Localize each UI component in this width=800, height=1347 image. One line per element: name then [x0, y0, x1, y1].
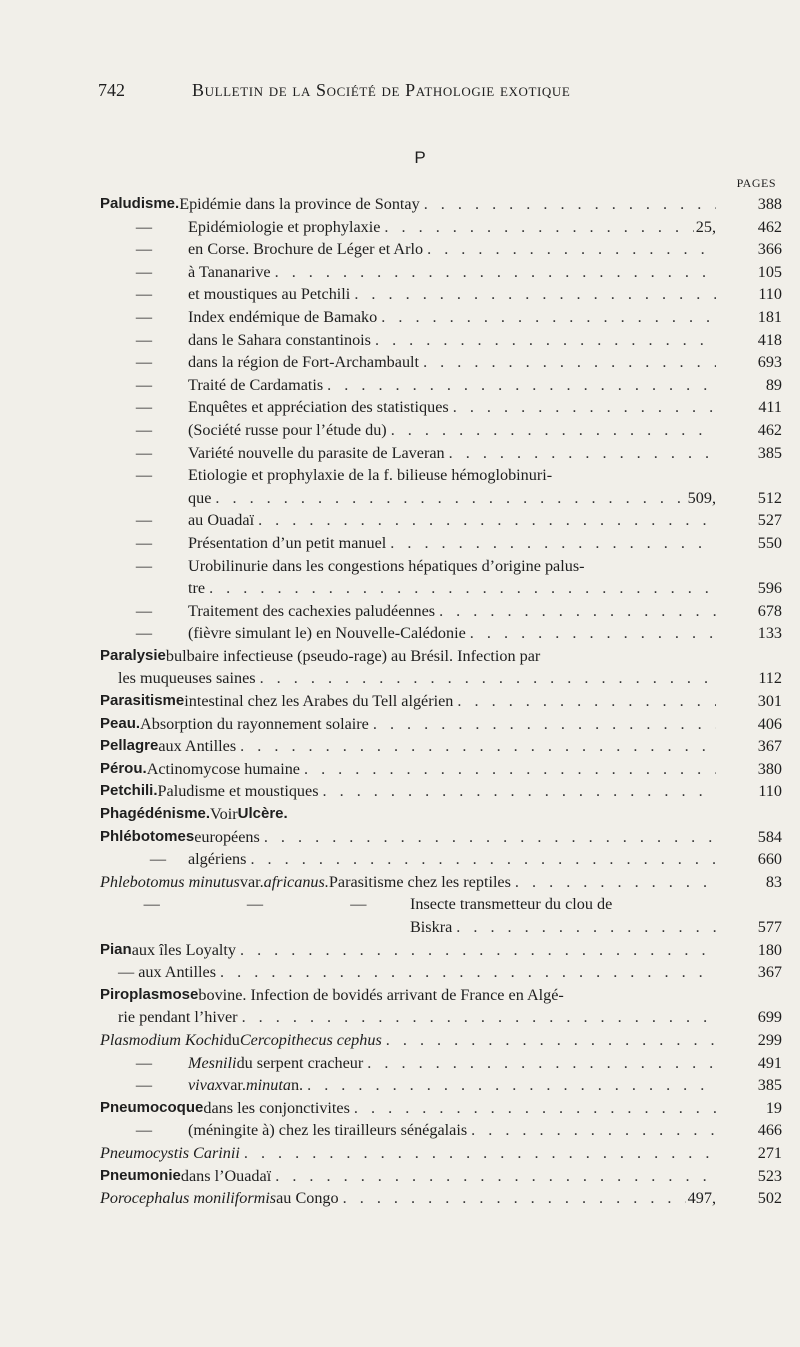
dot-leader [211, 487, 685, 510]
dot-leader [423, 238, 716, 261]
page-ref: 112 [758, 669, 782, 688]
dot-leader [350, 283, 716, 306]
page-ref: 299 [757, 1030, 782, 1049]
index-entry [100, 803, 782, 826]
dot-leader [466, 622, 716, 645]
entry-heading: Paralysie [100, 646, 166, 664]
index-entries [100, 193, 782, 1210]
continuation-text: rie pendant l’hiver [118, 1008, 238, 1027]
dot-leader [256, 667, 716, 690]
index-entry [100, 735, 782, 758]
entry-text: Voir [210, 805, 238, 824]
page-ref: 466 [757, 1121, 782, 1140]
page-ref: 83 [765, 872, 782, 891]
dot-leader [236, 735, 716, 758]
extra-page-ref: 509, [687, 488, 716, 507]
dot-leader [260, 826, 716, 849]
em-dash: — [135, 353, 153, 372]
page-ref: 89 [765, 375, 782, 394]
page-ref: 699 [757, 1008, 782, 1027]
index-entry [100, 238, 782, 261]
entry-text: à Tananarive [188, 262, 271, 281]
entry-text: Présentation d’un petit manuel [188, 533, 387, 552]
index-entry [100, 645, 782, 668]
dot-leader [363, 1052, 716, 1075]
entry-text: Epidémiologie et prophylaxie [188, 217, 381, 236]
index-entry [100, 1119, 782, 1142]
species-name: Phlebotomus minutus [100, 872, 240, 891]
index-entry [100, 848, 782, 871]
species-name: Plasmodium Kochi [100, 1030, 224, 1049]
index-entry [100, 600, 782, 623]
variety-name: africanus. [263, 872, 329, 891]
index-entry [100, 261, 782, 284]
index-entry [100, 396, 782, 419]
entry-heading: Pneumocoque [100, 1098, 204, 1116]
entry-continuation [100, 487, 782, 510]
dot-leader [246, 848, 716, 871]
continuation-text: les muqueuses saines [118, 669, 256, 688]
page-number: 742 [98, 80, 125, 100]
host-name: Cercopithecus cephus [239, 1030, 382, 1049]
em-dash: — [135, 375, 153, 394]
entry-text: dans le Sahara constantinois [188, 330, 371, 349]
dot-leader [300, 758, 716, 781]
entry-text: Urobilinurie dans les congestions hépatiques d’origine palus- [188, 556, 585, 575]
page-ref: 385 [757, 1076, 782, 1095]
page-ref: 385 [757, 443, 782, 462]
page-ref: 584 [757, 827, 782, 846]
index-entry [100, 374, 782, 397]
entry-text: bulbaire infectieuse (pseudo-rage) au Brésil. Infection par [165, 646, 541, 665]
dot-leader [323, 374, 716, 397]
index-entry [100, 1052, 782, 1075]
entry-heading-italic: Porocephalus moniliformis [100, 1189, 277, 1208]
dot-leader [467, 1119, 716, 1142]
entry-text: Etiologie et prophylaxie de la f. bilieuse hémoglobinuri- [188, 466, 553, 485]
dot-leader [449, 396, 716, 419]
index-entry [100, 329, 782, 352]
dot-leader [369, 713, 716, 736]
em-dash: — [135, 262, 153, 281]
entry-text: n. [290, 1076, 304, 1095]
entry-heading: Paludisme. [100, 195, 180, 212]
continuation-text: que [188, 488, 212, 507]
entry-text: Index endémique de Bamako [188, 307, 378, 326]
page-ref: 19 [765, 1098, 782, 1117]
page-ref: 418 [757, 330, 782, 349]
dot-leader [216, 961, 716, 984]
running-title: Bulletin de la Société de Pathologie exotique [192, 80, 571, 100]
dot-leader [303, 1074, 716, 1097]
index-entry [100, 1074, 782, 1097]
page-ref: 271 [757, 1143, 782, 1162]
entry-text: Epidémie dans la province de Sontay [179, 195, 420, 213]
entry-text: Absorption du rayonnement solaire [140, 714, 369, 733]
index-entry [100, 306, 782, 329]
dot-leader [350, 1097, 716, 1120]
em-dash: — [135, 330, 153, 349]
index-entry [100, 1165, 782, 1188]
index-entry [100, 713, 782, 736]
em-dash: — [135, 556, 153, 575]
index-entry [100, 939, 782, 962]
index-entry [100, 283, 782, 306]
entry-heading: Peau. [100, 714, 141, 732]
dot-leader [238, 1006, 716, 1029]
em-dash: — [246, 895, 264, 914]
index-entry [100, 464, 782, 487]
page-ref: 388 [757, 195, 782, 213]
index-entry [100, 193, 782, 216]
index-entry [100, 893, 782, 916]
page-ref: 105 [757, 262, 782, 281]
entry-continuation [100, 577, 782, 600]
entry-heading-italic: Pneumocystis Carinii [100, 1143, 240, 1162]
entry-text: var. [222, 1076, 246, 1095]
entry-heading: Phagédénisme. [100, 805, 211, 823]
page-ref: 380 [757, 759, 782, 778]
index-entry [100, 351, 782, 374]
em-dash: — [135, 533, 153, 552]
dot-leader [445, 442, 716, 465]
page-ref: 550 [757, 533, 782, 552]
em-dash: — [135, 285, 153, 304]
entry-text: Insecte transmetteur du clou de [410, 895, 613, 914]
page-ref: 406 [757, 714, 782, 733]
page-ref: 462 [757, 217, 782, 236]
extra-page-ref: 25, [695, 217, 716, 236]
entry-text: au Congo [276, 1189, 339, 1208]
em-dash: — [135, 307, 153, 326]
index-entry [100, 690, 782, 713]
entry-text: dans l’Ouadaï [180, 1166, 272, 1185]
page-ref: 133 [757, 624, 782, 643]
page-ref: 110 [758, 285, 782, 304]
entry-text: dans les conjonctivites [203, 1098, 350, 1117]
page-ref: 180 [757, 940, 782, 959]
index-entry [100, 758, 782, 781]
index-entry [100, 871, 782, 894]
em-dash: — [135, 398, 153, 417]
entry-text: Variété nouvelle du parasite de Laveran [188, 443, 445, 462]
dot-leader [511, 871, 716, 894]
dot-leader [435, 600, 716, 623]
entry-text: aux îles Loyalty [131, 940, 236, 959]
index-entry [100, 1097, 782, 1120]
entry-text: (méningite à) chez les tirailleurs sénégalais [188, 1121, 468, 1140]
em-dash: — [135, 511, 153, 530]
host-name: minuta [245, 1076, 291, 1095]
entry-text: var. [239, 872, 264, 891]
species-name: Mesnili [188, 1053, 237, 1072]
entry-heading: Pian [100, 940, 132, 958]
entry-heading: Pneumonie [100, 1166, 181, 1184]
page-ref: 181 [757, 307, 782, 326]
entry-text: Actinomycose humaine [146, 759, 300, 778]
em-dash: — [135, 1076, 153, 1095]
page-ref: 110 [758, 782, 782, 801]
entry-heading: Parasitisme [100, 692, 185, 710]
dot-leader [236, 939, 716, 962]
section-letter: P [414, 148, 426, 167]
dot-leader [377, 306, 716, 329]
page-ref: 512 [757, 488, 782, 507]
dot-leader [387, 419, 716, 442]
em-dash: — [135, 601, 153, 620]
entry-continuation [100, 667, 782, 690]
page-ref: 523 [757, 1166, 782, 1185]
em-dash: — [135, 240, 153, 259]
page-ref: 301 [757, 692, 782, 711]
entry-heading: Pellagre [100, 737, 159, 755]
dot-leader [205, 577, 716, 600]
dot-leader [420, 193, 716, 216]
entry-text: Parasitisme chez les reptiles [328, 872, 511, 891]
page-ref: 366 [757, 240, 782, 259]
entry-text: bovine. Infection de bovidés arrivant de France en Algé- [198, 985, 564, 1004]
see-reference: Ulcère. [237, 805, 288, 823]
page-ref: 491 [757, 1053, 782, 1072]
index-entry [100, 419, 782, 442]
index-entry [100, 532, 782, 555]
entry-text: et moustiques au Petchili [188, 285, 351, 304]
dot-leader [254, 509, 716, 532]
pages-column-label: PAGES [736, 176, 776, 190]
em-dash: — [135, 217, 153, 236]
entry-text: européens [194, 827, 260, 846]
em-dash: — [149, 850, 167, 869]
index-entry [100, 1029, 782, 1052]
dot-leader [453, 690, 716, 713]
page-ref: 367 [757, 737, 782, 756]
index-entry [100, 216, 782, 239]
em-dash: — [143, 895, 160, 914]
page-ref: 577 [757, 918, 782, 936]
page-ref: 693 [757, 353, 782, 372]
index-entry [100, 780, 782, 803]
index-entry [100, 622, 782, 645]
dot-leader [271, 261, 716, 284]
continuation-text: Biskra [410, 918, 453, 936]
dot-leader [452, 916, 716, 939]
entry-text: Paludisme et moustiques [157, 782, 319, 801]
dot-leader [339, 1187, 686, 1210]
dot-leader [382, 1029, 716, 1052]
dot-leader [386, 532, 716, 555]
index-entry [100, 826, 782, 849]
dot-leader [380, 216, 693, 239]
em-dash: — [135, 420, 153, 439]
dot-leader [419, 351, 716, 374]
index-entry [100, 509, 782, 532]
entry-text: Traité de Cardamatis [188, 375, 324, 394]
dot-leader [271, 1165, 716, 1188]
index-entry [100, 1142, 782, 1165]
entry-text: au Ouadaï [188, 511, 255, 530]
em-dash: — [135, 466, 153, 485]
entry-text: (Société russe pour l’étude du) [188, 420, 387, 439]
page-ref: 678 [757, 601, 782, 620]
entry-text: Traitement des cachexies paludéennes [188, 601, 436, 620]
entry-text: — aux Antilles [118, 963, 217, 982]
entry-heading: Phlébotomes [100, 827, 195, 845]
entry-continuation [100, 1006, 782, 1029]
index-entry [100, 555, 782, 578]
entry-text: du [223, 1030, 240, 1049]
entry-text: Enquêtes et appréciation des statistiques [188, 398, 449, 417]
index-entry [100, 1187, 782, 1210]
em-dash: — [135, 1053, 153, 1072]
dot-leader [240, 1142, 716, 1165]
index-entry [100, 961, 782, 984]
em-dash: — [350, 895, 367, 914]
index-entry [100, 442, 782, 465]
entry-text: aux Antilles [158, 737, 237, 756]
index-entry [100, 984, 782, 1007]
entry-text: (fièvre simulant le) en Nouvelle-Calédonie [188, 624, 466, 643]
entry-heading: Pérou. [100, 759, 147, 777]
dot-leader [371, 329, 716, 352]
entry-text: du serpent cracheur [236, 1053, 364, 1072]
em-dash: — [135, 443, 153, 462]
species-name: vivax [188, 1076, 223, 1095]
entry-text: algériens [188, 850, 247, 869]
page-ref: 367 [757, 963, 782, 982]
page-ref: 411 [758, 398, 782, 417]
dot-leader [319, 780, 717, 803]
page-ref: 462 [757, 420, 782, 439]
entry-heading: Piroplasmose [100, 985, 199, 1003]
entry-text: intestinal chez les Arabes du Tell algérien [184, 692, 454, 711]
continuation-text: tre [188, 579, 206, 598]
extra-page-ref: 497, [687, 1189, 716, 1208]
entry-text: dans la région de Fort-Archambault [188, 353, 420, 372]
page-ref: 502 [757, 1189, 782, 1208]
entry-heading: Petchili. [100, 782, 158, 800]
running-header [98, 80, 760, 110]
entry-text: en Corse. Brochure de Léger et Arlo [188, 240, 424, 259]
page-ref: 596 [757, 579, 782, 598]
entry-continuation [100, 916, 782, 939]
dash-group [100, 893, 410, 916]
em-dash: — [135, 624, 153, 643]
page-ref: 660 [757, 850, 782, 869]
em-dash: — [135, 1121, 153, 1140]
page-ref: 527 [757, 511, 782, 530]
